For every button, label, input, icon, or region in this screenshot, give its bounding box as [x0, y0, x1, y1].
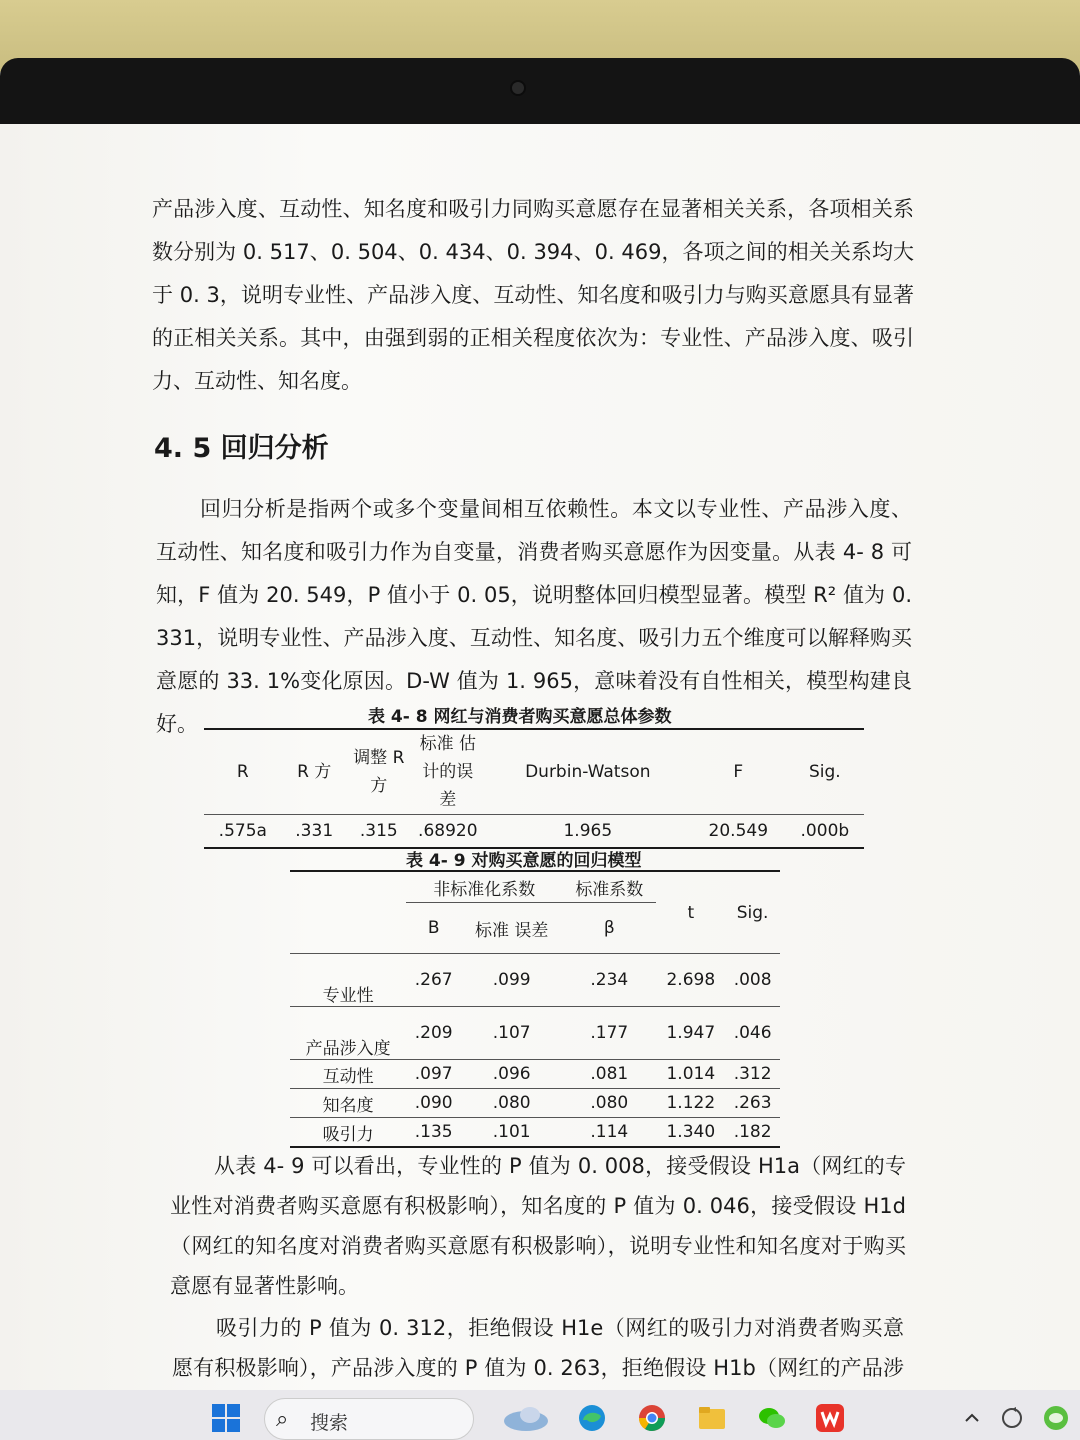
col-header: 调整 R 方 [353, 748, 405, 796]
table-cell: .68920 [411, 815, 485, 849]
col-header-b: B [427, 918, 440, 938]
table-cell: 1.947 [656, 1007, 725, 1060]
taskbar-search-box[interactable] [264, 1398, 474, 1440]
table-cell: 1.014 [656, 1060, 725, 1089]
table-row [290, 954, 780, 1007]
table-header-row [290, 871, 780, 903]
table-cell: .008 [725, 954, 780, 1007]
chevron-up-icon[interactable] [956, 1402, 988, 1434]
monitor-bezel [0, 58, 1080, 126]
windows-start-icon[interactable] [210, 1402, 242, 1434]
row-label-header [290, 871, 406, 954]
table-row [290, 1007, 780, 1060]
wechat-icon[interactable] [756, 1402, 788, 1434]
table-row [290, 1118, 780, 1148]
table-cell: .099 [461, 954, 562, 1007]
table2-caption: 表 4- 9 对购买意愿的回归模型 [406, 851, 642, 871]
search-label: 搜索 [310, 1412, 349, 1434]
col-header-std-error: 标准 误差 [474, 920, 549, 941]
table-cell: .097 [406, 1060, 461, 1089]
document-page [0, 124, 1080, 1390]
sync-icon[interactable] [996, 1402, 1028, 1434]
table-row [290, 1089, 780, 1118]
row-label: 专业性 [290, 954, 406, 1007]
col-header-beta: β [603, 918, 615, 938]
wechat-tray-icon[interactable] [1040, 1402, 1072, 1434]
col-header: Durbin-Watson [525, 762, 651, 782]
table-cell: .234 [562, 954, 656, 1007]
table-cell: .081 [562, 1060, 656, 1089]
paragraph-findings-accept: 从表 4- 9 可以看出，专业性的 P 值为 0. 008，接受假设 H1a（网红的专业性对消费者购买意愿有积极影响），知名度的 P 值为 0. 046，接受假设 H1d（网红的知名度对消费者购买意愿有积极影响），说明专业性和知名度对于购买意愿有显著性影响。 [170, 1154, 906, 1298]
table-overall-params [204, 728, 864, 849]
table-cell: 2.698 [656, 954, 725, 1007]
section-heading: 4. 5 回归分析 [154, 433, 329, 464]
table-row [204, 815, 864, 849]
table-cell: .331 [282, 815, 347, 849]
paragraph-regression-intro: 回归分析是指两个或多个变量间相互依赖性。本文以专业性、产品涉入度、互动性、知名度和吸引力作为自变量，消费者购买意愿作为因变量。从表 4- 8 可知，F 值为 20. 549，P 值小于 0. 05，说明整体回归模型显著。模型 R² 值为 0. 331，说明专业性、产品涉入度、互动性、知名度、吸引力五个维度可以解释购买意愿的 33. 1%变化原因。D-W 值为 1. 965，意味着没有自性相关，模型构建良好。 [156, 497, 912, 736]
table-cell: 20.549 [691, 815, 786, 849]
table-cell: .107 [461, 1007, 562, 1060]
chrome-icon[interactable] [636, 1402, 668, 1434]
table-cell: .209 [406, 1007, 461, 1060]
table-cell: .046 [725, 1007, 780, 1060]
row-label: 吸引力 [290, 1118, 406, 1148]
group-header-standardized: 标准系数 [562, 871, 656, 903]
webcam [512, 82, 524, 94]
table-cell: .096 [461, 1060, 562, 1089]
col-header: 标准 估计的误差 [419, 734, 476, 810]
table-cell: .575a [204, 815, 282, 849]
table-cell: .080 [461, 1089, 562, 1118]
col-header-t: t [687, 902, 695, 923]
table-header-row [204, 729, 864, 815]
paragraph-findings-reject: 吸引力的 P 值为 0. 312，拒绝假设 H1e（网红的吸引力对消费者购买意愿有积极影响），产品涉入度的 P 值为 0. 263，拒绝假设 H1b（网红的产品涉 [172, 1316, 904, 1380]
bird-widget-icon[interactable] [500, 1402, 552, 1434]
table-cell: .315 [347, 815, 411, 849]
table-cell: .312 [725, 1060, 780, 1089]
table-cell: .101 [461, 1118, 562, 1148]
row-label: 产品涉入度 [290, 1007, 406, 1060]
table-cell: .177 [562, 1007, 656, 1060]
table-cell: 1.122 [656, 1089, 725, 1118]
table-cell: .090 [406, 1089, 461, 1118]
table-cell: 1.965 [485, 815, 691, 849]
col-header-sig: Sig. [736, 902, 769, 923]
table-cell: .080 [562, 1089, 656, 1118]
table-cell: 1.340 [656, 1118, 725, 1148]
table-row [290, 1060, 780, 1089]
paragraph-correlation: 产品涉入度、互动性、知名度和吸引力同购买意愿存在显著相关关系，各项相关系数分别为 0. 517、0. 504、0. 434、0. 394、0. 469，各项之间的相关关系均大于 0. 3，说明专业性、产品涉入度、互动性、知名度和吸引力与购买意愿具有显著的正相关关系。其中，由强到弱的正相关程度依次为：专业性、产品涉入度、吸引力、互动性、知名度。 [152, 197, 914, 393]
table-cell: .267 [406, 954, 461, 1007]
table-cell: .135 [406, 1118, 461, 1148]
file-explorer-icon[interactable] [696, 1402, 728, 1434]
table-regression-model [290, 870, 780, 1148]
row-label: 互动性 [290, 1060, 406, 1089]
col-header: F [733, 762, 744, 782]
row-label: 知名度 [290, 1089, 406, 1118]
wps-icon[interactable] [814, 1402, 846, 1434]
table-cell: .182 [725, 1118, 780, 1148]
table-cell: .263 [725, 1089, 780, 1118]
table1-caption: 表 4- 8 网红与消费者购买意愿总体参数 [368, 707, 672, 727]
col-header: R [236, 762, 249, 782]
edge-icon[interactable] [576, 1402, 608, 1434]
group-header-unstandardized: 非标准化系数 [406, 871, 562, 903]
search-icon: ⌕ [276, 1407, 289, 1432]
col-header: Sig. [809, 762, 841, 782]
table-cell: .000b [786, 815, 864, 849]
table-cell: .114 [562, 1118, 656, 1148]
col-header: R 方 [297, 762, 332, 782]
